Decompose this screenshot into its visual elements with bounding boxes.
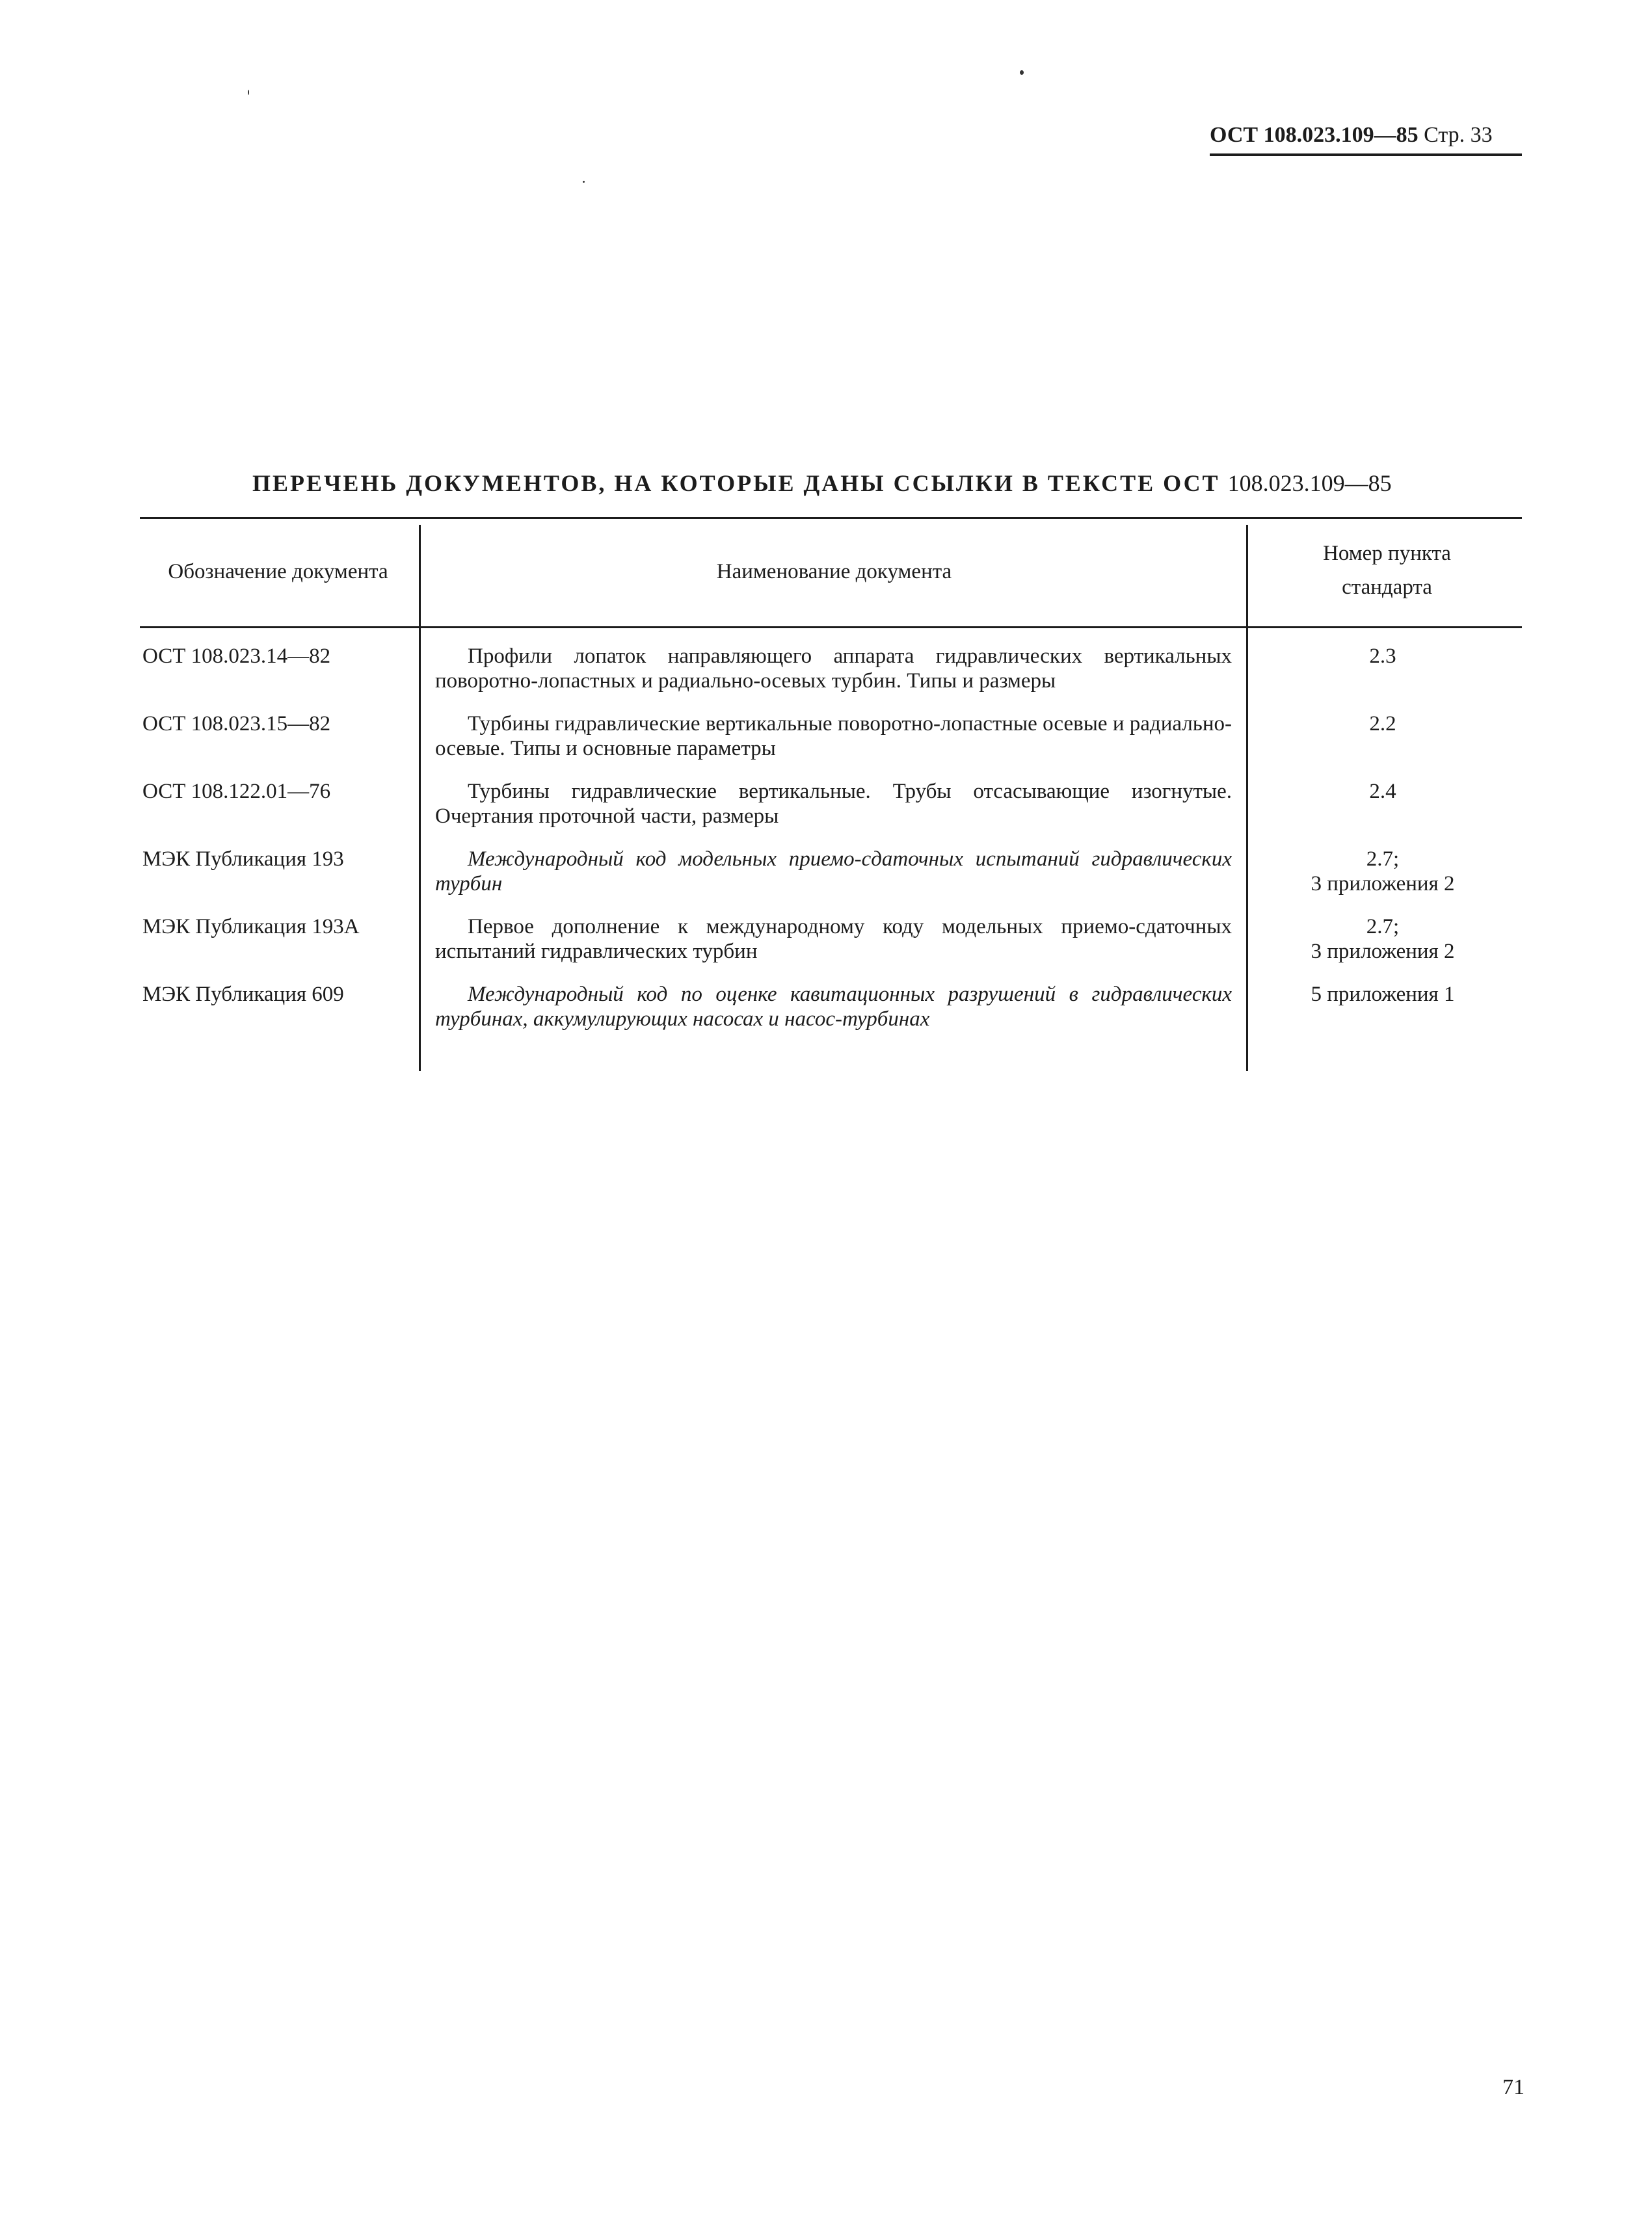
- cell-name: Международный код модельных приемо-сдаточных испытаний гидравлических турбин: [435, 847, 1232, 895]
- cell-clause: [1246, 644, 1519, 669]
- cell-designation: ОСТ 108.023.14—82: [142, 644, 331, 668]
- cell-clause: [1246, 847, 1519, 896]
- clause-line: 2.4: [1369, 780, 1396, 803]
- cell-designation: МЭК Публикация 193: [142, 847, 344, 871]
- column-header-designation: Обозначение документа: [168, 560, 388, 583]
- header-page-label: Стр. 33: [1424, 123, 1493, 147]
- table-row: [140, 982, 1522, 1031]
- page-number: 71: [1502, 2075, 1525, 2099]
- page-title-number: 108.023.109—85: [1227, 470, 1392, 496]
- table-row: [140, 644, 1522, 693]
- page-title: [252, 467, 1423, 499]
- header-standard: ОСТ 108.023.109—85: [1210, 123, 1419, 147]
- cell-name: Турбины гидравлические вертикальные поворотно-лопастные осевые и радиально-осевые. Типы и основные параметры: [435, 712, 1232, 760]
- clause-line: 2.3: [1369, 644, 1396, 668]
- cell-clause: [1246, 711, 1519, 736]
- clause-line: 3 приложения 2: [1311, 872, 1455, 895]
- cell-designation: МЭК Публикация 609: [142, 983, 344, 1006]
- column-header-clause: Номер пункта стандарта: [1323, 542, 1451, 599]
- table-row: [140, 711, 1522, 761]
- cell-name: Профили лопаток направляющего аппарата гидравлических вертикальных поворотно-лопастных и радиально-осевых турбин. Типы и размеры: [435, 644, 1232, 693]
- page-title-caps: ПЕРЕЧЕНЬ ДОКУМЕНТОВ, НА КОТОРЫЕ ДАНЫ ССЫЛКИ В ТЕКСТЕ ОСТ: [252, 470, 1220, 496]
- cell-clause: [1246, 779, 1519, 804]
- table-body: [140, 644, 1522, 1050]
- clause-line: 2.2: [1369, 712, 1396, 736]
- cell-name: Международный код по оценке кавитационных разрушений в гидравлических турбинах, аккумулирующих насосах и насос-турбинах: [435, 983, 1232, 1031]
- cell-name: Турбины гидравлические вертикальные. Трубы отсасывающие изогнутые. Очертания проточной части, размеры: [435, 780, 1232, 828]
- table-row: [140, 847, 1522, 896]
- table-row: [140, 779, 1522, 829]
- clause-line: 2.7;: [1366, 915, 1400, 938]
- clause-line: 2.7;: [1366, 847, 1400, 871]
- clause-line: 3 приложения 2: [1311, 940, 1455, 963]
- cell-designation: ОСТ 108.122.01—76: [142, 780, 331, 803]
- cell-designation: ОСТ 108.023.15—82: [142, 712, 331, 736]
- table-row: [140, 914, 1522, 964]
- scan-speck: [1020, 70, 1024, 75]
- scan-speck: [583, 181, 585, 183]
- clause-line: 5 приложения 1: [1311, 983, 1455, 1006]
- running-header: [1210, 120, 1522, 156]
- cell-designation: МЭК Публикация 193А: [142, 915, 360, 938]
- scan-speck: [248, 90, 249, 95]
- cell-name: Первое дополнение к международному коду модельных приемо-сдаточных испытаний гидравлических турбин: [435, 915, 1232, 963]
- cell-clause: [1246, 982, 1519, 1007]
- column-header-name: Наименование документа: [716, 560, 952, 583]
- cell-clause: [1246, 914, 1519, 964]
- table-header-rule: [140, 626, 1522, 628]
- table-top-rule: [140, 517, 1522, 519]
